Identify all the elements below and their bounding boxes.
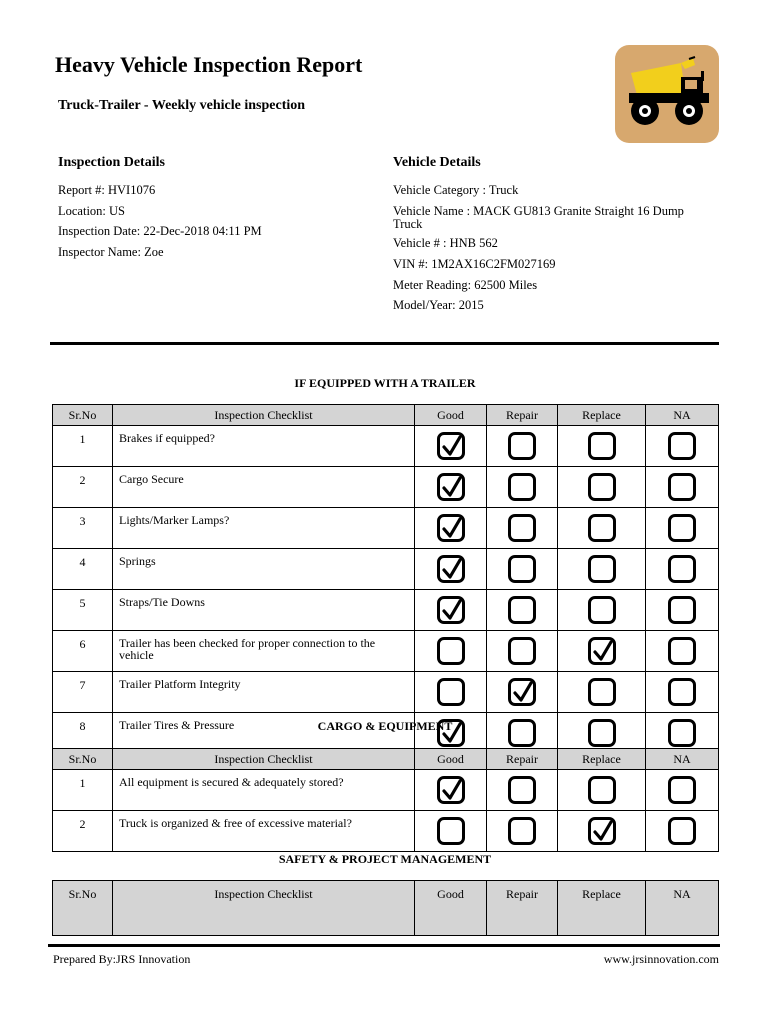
col-na: NA [646,405,719,426]
checkbox-replace[interactable] [588,776,616,804]
cell-replace [558,508,646,549]
checkbox-repair[interactable] [508,432,536,460]
checkbox-replace[interactable] [588,514,616,542]
cell-good [415,590,487,631]
cell-na [646,508,719,549]
row-number: 7 [53,672,113,713]
checklist-item: Cargo Secure [113,467,415,508]
vehicle-number: Vehicle # : HNB 562 [393,236,498,250]
vehicle-name: Vehicle Name : MACK GU813 Granite Straight 16 Dump Truck [393,204,684,231]
row-number: 5 [53,590,113,631]
location: Location: US [58,204,126,218]
col-good: Good [415,749,487,770]
cell-na [646,672,719,713]
cell-repair [487,590,558,631]
cell-na [646,549,719,590]
prepared-by: Prepared By:JRS Innovation [53,952,191,966]
report-number: Report #: HVI1076 [58,183,156,197]
cell-repair [487,467,558,508]
inspector-name: Inspector Name: Zoe [58,245,164,259]
checkbox-na[interactable] [668,817,696,845]
table-row [53,590,719,631]
checkbox-good[interactable] [437,776,465,804]
table-row [53,672,719,713]
col-repair: Repair [487,881,558,936]
row-number: 2 [53,467,113,508]
checkbox-replace[interactable] [588,637,616,665]
cell-replace [558,549,646,590]
cell-na [646,770,719,811]
checkbox-na[interactable] [668,678,696,706]
row-number: 4 [53,549,113,590]
section-title-safety: SAFETY & PROJECT MANAGEMENT [278,852,492,866]
website: www.jrsinnovation.com [603,952,719,966]
section-title-trailer: IF EQUIPPED WITH A TRAILER [294,376,476,390]
cell-na [646,631,719,672]
col-na: NA [646,749,719,770]
cell-repair [487,770,558,811]
trailer-checklist-table [52,404,719,754]
cell-good [415,467,487,508]
table-row [53,426,719,467]
row-number: 2 [53,811,113,852]
checkbox-repair[interactable] [508,678,536,706]
row-number: 8 [53,713,113,754]
row-number: 6 [53,631,113,672]
checkbox-replace[interactable] [588,817,616,845]
col-repair: Repair [487,405,558,426]
col-na: NA [646,881,719,936]
cell-replace [558,590,646,631]
row-number: 1 [53,770,113,811]
vin: VIN #: 1M2AX16C2FM027169 [393,257,556,271]
cell-replace [558,770,646,811]
col-srno: Sr.No [53,749,113,770]
cell-good [415,549,487,590]
checkbox-good[interactable] [437,678,465,706]
checkbox-replace[interactable] [588,432,616,460]
col-good: Good [415,405,487,426]
cell-good [415,631,487,672]
table-row [53,508,719,549]
col-good: Good [415,881,487,936]
col-repair: Repair [487,749,558,770]
table-row [53,467,719,508]
safety-checklist-table [52,880,719,936]
cell-replace [558,467,646,508]
cell-replace [558,631,646,672]
cell-repair [487,426,558,467]
checkbox-na[interactable] [668,776,696,804]
col-srno: Sr.No [53,405,113,426]
cell-good [415,426,487,467]
checkbox-good[interactable] [437,637,465,665]
meter-reading: Meter Reading: 62500 Miles [393,278,538,292]
checkbox-repair[interactable] [508,776,536,804]
checkbox-good[interactable] [437,514,465,542]
checkbox-na[interactable] [668,555,696,583]
cell-repair [487,549,558,590]
cell-repair [487,631,558,672]
checklist-item: Lights/Marker Lamps? [113,508,415,549]
cell-na [646,811,719,852]
checkbox-repair[interactable] [508,817,536,845]
row-number: 3 [53,508,113,549]
cell-replace [558,426,646,467]
checklist-item: Trailer Platform Integrity [113,672,415,713]
table-row [53,631,719,672]
cell-replace [558,672,646,713]
vehicle-category: Vehicle Category : Truck [393,183,519,197]
cell-repair [487,811,558,852]
checkbox-repair[interactable] [508,555,536,583]
checklist-item: Springs [113,549,415,590]
table-row [53,811,719,852]
model-year: Model/Year: 2015 [393,298,484,312]
checkbox-good[interactable] [437,432,465,460]
row-number: 1 [53,426,113,467]
footer-divider [48,944,720,947]
cell-good [415,508,487,549]
table-row [53,770,719,811]
inspection-details-heading: Inspection Details [58,155,165,170]
col-checklist: Inspection Checklist [113,881,415,936]
checkbox-na[interactable] [668,514,696,542]
checkbox-good[interactable] [437,473,465,501]
inspection-date: Inspection Date: 22-Dec-2018 04:11 PM [58,224,262,238]
divider [50,342,719,345]
checklist-item: All equipment is secured & adequately stored? [113,770,415,811]
vehicle-details-heading: Vehicle Details [393,155,481,170]
checkbox-na[interactable] [668,473,696,501]
checkbox-repair[interactable] [508,637,536,665]
col-checklist: Inspection Checklist [113,749,415,770]
checkbox-replace[interactable] [588,555,616,583]
page-title: Heavy Vehicle Inspection Report [55,52,363,77]
cargo-checklist-table [52,748,719,852]
checklist-item: Trailer Tires & Pressure [113,713,415,754]
cell-repair [487,672,558,713]
checkbox-na[interactable] [668,432,696,460]
checklist-item: Straps/Tie Downs [113,590,415,631]
section-title-cargo: CARGO & EQUIPMENT [317,719,453,733]
cell-na [646,590,719,631]
cell-good [415,672,487,713]
checkbox-na[interactable] [668,596,696,624]
cell-repair [487,508,558,549]
checkbox-repair[interactable] [508,596,536,624]
checkbox-good[interactable] [437,555,465,583]
checkbox-repair[interactable] [508,514,536,542]
checkbox-na[interactable] [668,637,696,665]
cell-good [415,770,487,811]
col-replace: Replace [558,405,646,426]
cell-na [646,467,719,508]
checklist-item: Brakes if equipped? [113,426,415,467]
table-row [53,549,719,590]
dump-truck-icon [615,45,719,143]
cell-na [646,426,719,467]
col-checklist: Inspection Checklist [113,405,415,426]
cell-good [415,811,487,852]
cell-replace [558,811,646,852]
col-srno: Sr.No [53,881,113,936]
checkbox-repair[interactable] [508,473,536,501]
checklist-item: Trailer has been checked for proper connection to the vehicle [113,631,415,672]
checkbox-replace[interactable] [588,473,616,501]
col-replace: Replace [558,749,646,770]
checkbox-good[interactable] [437,596,465,624]
checklist-item: Truck is organized & free of excessive material? [113,811,415,852]
page-subtitle: Truck-Trailer - Weekly vehicle inspection [58,98,306,113]
checkbox-replace[interactable] [588,596,616,624]
checkbox-good[interactable] [437,817,465,845]
checkbox-replace[interactable] [588,678,616,706]
col-replace: Replace [558,881,646,936]
